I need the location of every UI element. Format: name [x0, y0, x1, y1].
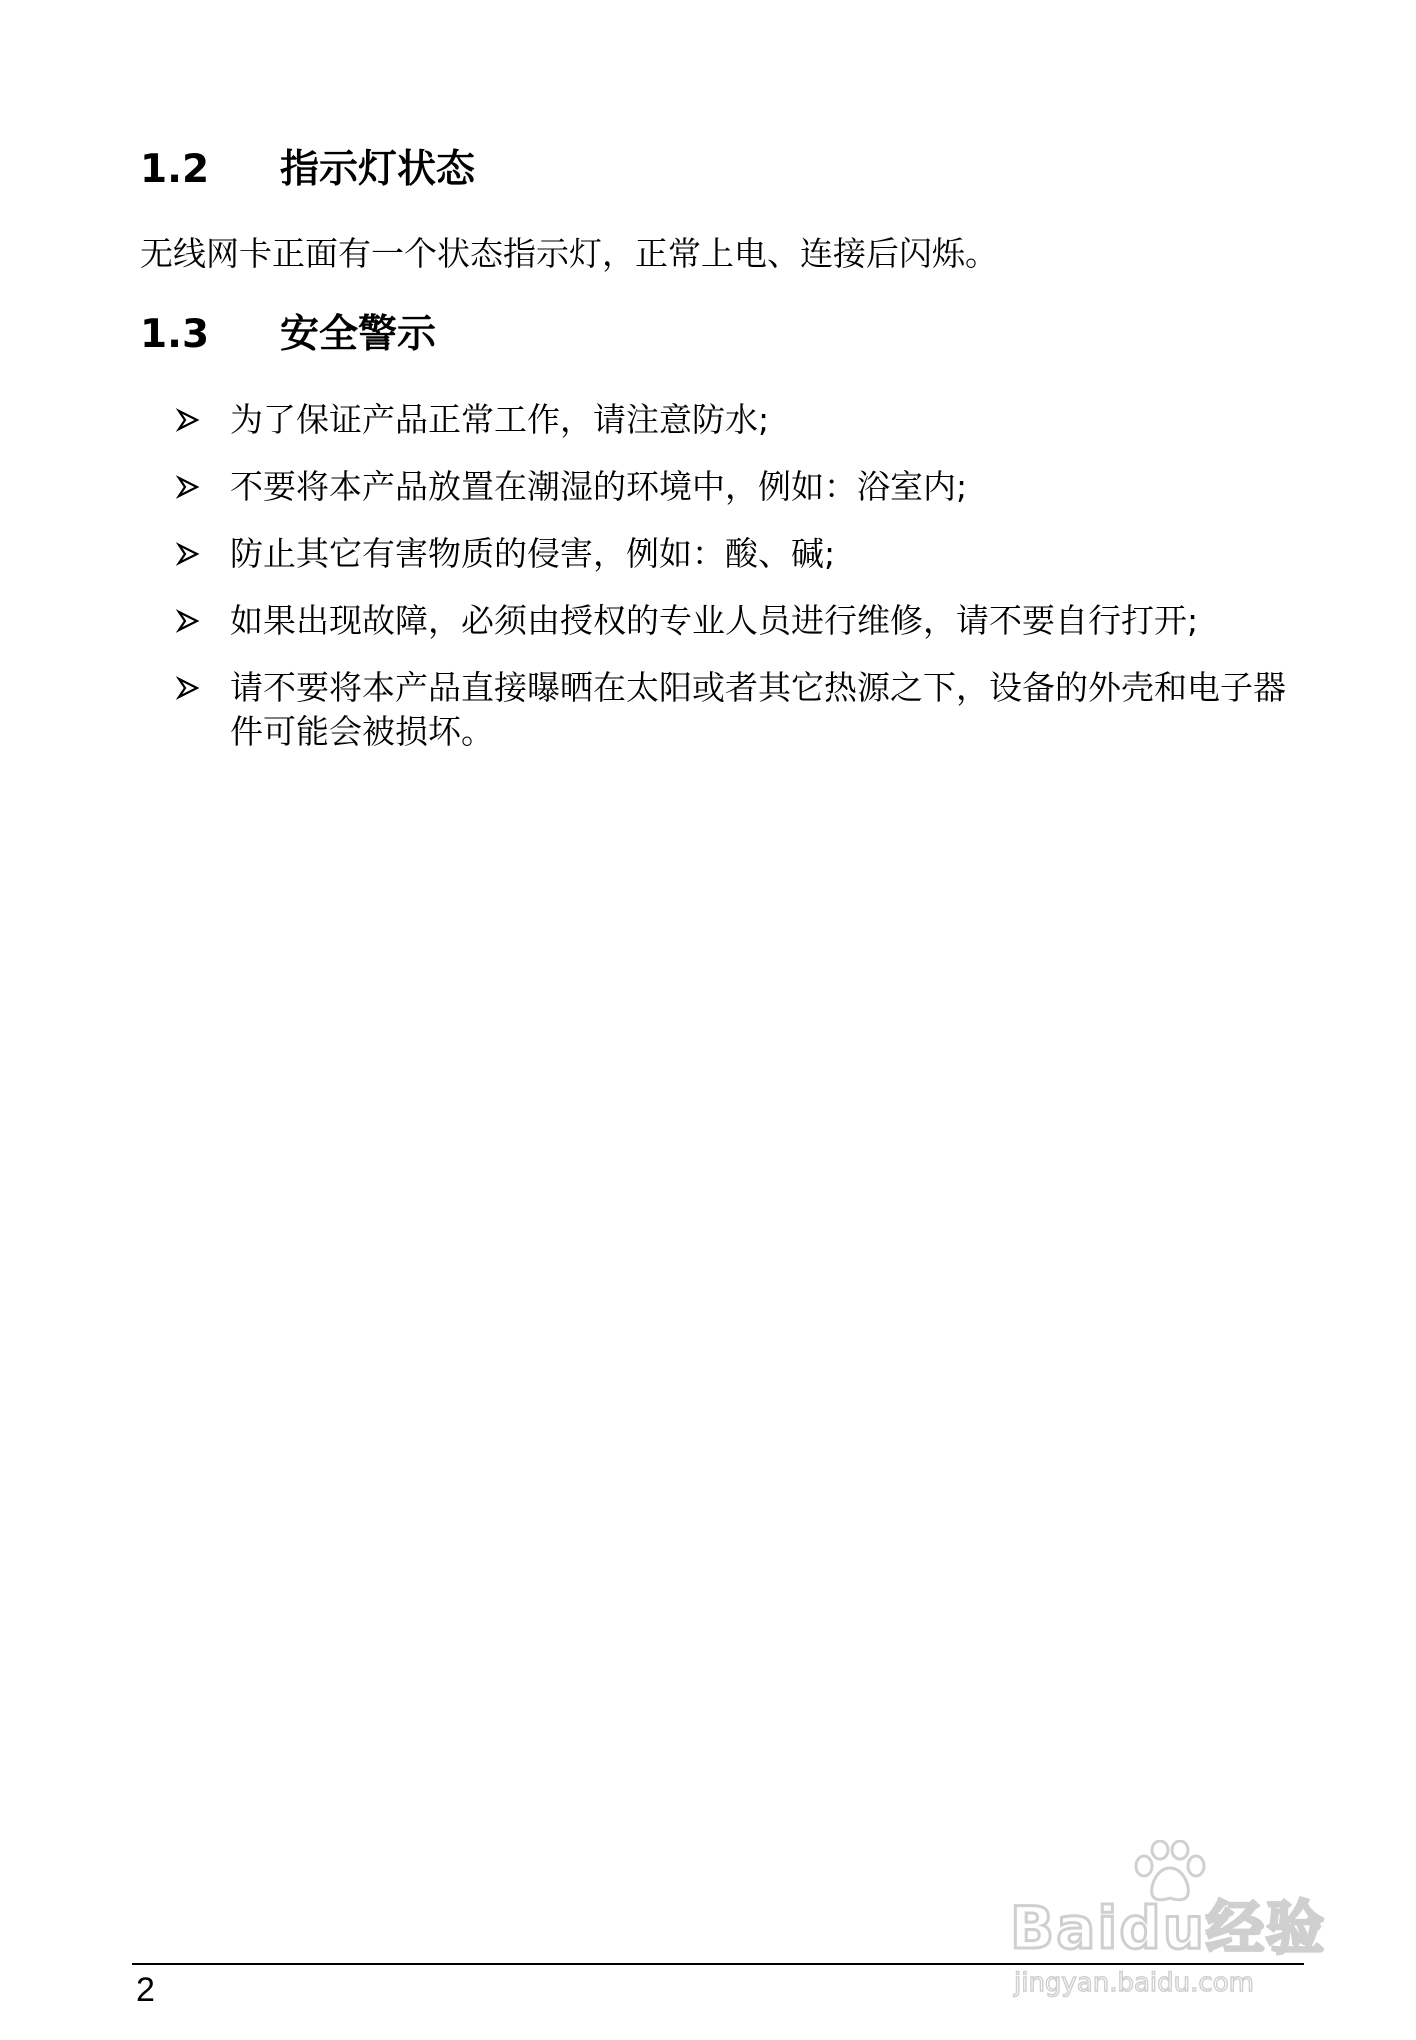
list-item [176, 666, 1316, 754]
list-item [176, 532, 1316, 576]
list-item [176, 465, 1316, 509]
list-item-text: 不要将本产品放置在潮湿的环境中，例如：浴室内; [230, 467, 968, 506]
list-item [176, 599, 1316, 643]
list-item-text: 防止其它有害物质的侵害，例如：酸、碱; [230, 534, 836, 573]
section-heading-1-3 [140, 313, 436, 357]
section-number: 1.3 [140, 312, 210, 357]
page-number: 2 [136, 1971, 155, 2009]
safety-warning-list [176, 398, 1316, 777]
arrow-bullet-icon [176, 465, 204, 509]
baidu-watermark [1010, 1840, 1340, 2000]
arrow-bullet-icon [176, 599, 204, 643]
section-title: 安全警示 [280, 312, 437, 357]
list-item-text: 请不要将本产品直接曝晒在太阳或者其它热源之下，设备的外壳和电子器件可能会被损坏。 [230, 668, 1286, 751]
list-item [176, 398, 1316, 442]
list-item-text: 如果出现故障，必须由授权的专业人员进行维修，请不要自行打开; [230, 601, 1199, 640]
arrow-bullet-icon [176, 532, 204, 576]
indicator-paragraph: 无线网卡正面有一个状态指示灯，正常上电、连接后闪烁。 [140, 234, 998, 273]
arrow-bullet-icon [176, 398, 204, 442]
arrow-bullet-icon [176, 666, 204, 710]
watermark-brand: Baidu经验 [1010, 1894, 1327, 1962]
section-number: 1.2 [140, 147, 210, 192]
list-item-text: 为了保证产品正常工作，请注意防水; [230, 400, 770, 439]
section-title: 指示灯状态 [280, 147, 476, 192]
watermark-domain: jingyan.baidu.com [1014, 1968, 1254, 1998]
section-heading-1-2 [140, 148, 475, 192]
